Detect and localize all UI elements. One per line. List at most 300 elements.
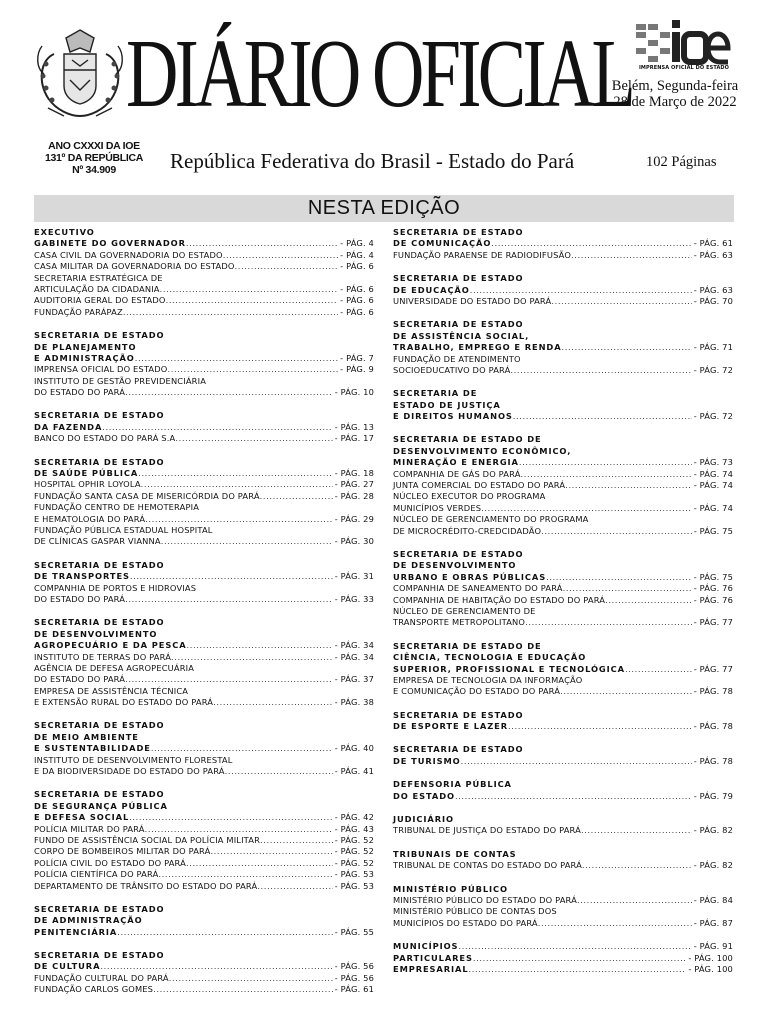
- entry-label: DE TRANSPORTES: [34, 571, 130, 582]
- contents-entry: [34, 881, 374, 892]
- contents-heading: [34, 376, 374, 387]
- contents-heading: [34, 663, 374, 674]
- contents-heading: [393, 354, 733, 365]
- dot-leader: [102, 422, 332, 433]
- contents-entry: [393, 250, 733, 261]
- contents-entry: [34, 973, 374, 984]
- dot-leader: [605, 595, 692, 606]
- page-number: - PÁG. 72: [693, 364, 733, 375]
- page-number: - PÁG. 38: [334, 697, 374, 708]
- contents-heading: [393, 884, 733, 895]
- dot-leader: [186, 238, 338, 249]
- contents-heading: [393, 400, 733, 411]
- contents-entry: [393, 721, 733, 732]
- page-number: - PÁG. 53: [334, 869, 374, 880]
- entry-label: DO ESTADO DO PARÁ: [34, 387, 126, 398]
- dot-leader: [153, 984, 333, 995]
- page-number: - PÁG. 18: [334, 468, 374, 479]
- contents-entry: [393, 595, 733, 606]
- dot-leader: [123, 307, 338, 318]
- contents-heading: [34, 732, 374, 743]
- section-banner: NESTA EDIÇÃO: [34, 195, 734, 222]
- entry-label: SECRETARIA DE ESTADO: [34, 903, 165, 914]
- contents-entry: [393, 918, 733, 929]
- contents-entry: [393, 664, 733, 675]
- dot-leader: [521, 469, 692, 480]
- dot-leader: [546, 572, 692, 583]
- entry-label: MINISTÉRIO PÚBLICO DE CONTAS DOS: [393, 906, 557, 917]
- contents-heading: [393, 744, 733, 755]
- contents-heading: [34, 789, 374, 800]
- contents-heading: [34, 950, 374, 961]
- entry-label: E EXTENSÃO RURAL DO ESTADO DO PARÁ: [34, 697, 214, 708]
- contents-group: [393, 641, 733, 698]
- contents-heading: [34, 583, 374, 594]
- contents-entry: [34, 433, 374, 444]
- contents-entry: [34, 858, 374, 869]
- entry-label: FUNDAÇÃO PARAENSE DE RADIODIFUSÃO: [393, 249, 572, 260]
- page-count: 102 Páginas: [646, 154, 717, 170]
- page-number: - PÁG. 75: [693, 525, 733, 536]
- page-number: - PÁG. 82: [693, 825, 733, 836]
- page-number: - PÁG. 74: [693, 502, 733, 513]
- entry-label: E DIREITOS HUMANOS: [393, 411, 513, 422]
- entry-label: E HEMATOLOGIA DO PARÁ: [34, 513, 146, 524]
- dot-leader: [551, 296, 691, 307]
- entry-label: NÚCLEO DE GERENCIAMENTO DO PROGRAMA: [393, 514, 589, 525]
- entry-label: INSTITUTO DE TERRAS DO PARÁ: [34, 651, 172, 662]
- entry-label: AGÊNCIA DE DEFESA AGROPECUÁRIA: [34, 662, 195, 673]
- dot-leader: [625, 664, 692, 675]
- entry-label: DE ADMINISTRAÇÃO: [34, 915, 143, 926]
- contents-entry: [393, 469, 733, 480]
- dot-leader: [135, 353, 338, 364]
- entry-label: FUNDAÇÃO CENTRO DE HEMOTERAPIA: [34, 502, 200, 513]
- contents-heading: [34, 720, 374, 731]
- contents-group: [393, 549, 733, 629]
- contents-entry: [34, 812, 374, 823]
- entry-label: SOCIOEDUCATIVO DO PARÁ: [393, 364, 511, 375]
- contents-entry: [393, 756, 733, 767]
- entry-label: E SUSTENTABILIDADE: [34, 743, 151, 754]
- page-number: - PÁG. 63: [693, 249, 733, 260]
- dot-leader: [571, 250, 692, 261]
- contents-entry: [393, 941, 733, 952]
- contents-heading: [34, 227, 374, 238]
- dot-leader: [125, 387, 333, 398]
- contents-group: [34, 617, 374, 708]
- contents-entry: [393, 411, 733, 422]
- page-number: - PÁG. 53: [334, 880, 374, 891]
- entry-label: EMPRESARIAL: [393, 963, 469, 974]
- contents-entry: [34, 514, 374, 525]
- page-number: - PÁG. 9: [340, 364, 374, 375]
- page-number: - PÁG. 70: [693, 295, 733, 306]
- entry-label: E COMUNICAÇÃO DO ESTADO DO PARÁ: [393, 686, 561, 697]
- contents-entry: [34, 927, 374, 938]
- contents-group: [34, 410, 374, 444]
- entry-label: E DEFESA SOCIAL: [34, 812, 130, 823]
- entry-label: DE ESPORTE E LAZER: [393, 721, 508, 732]
- entry-label: TRIBUNAL DE JUSTIÇA DO ESTADO DO PARÁ: [393, 825, 581, 836]
- contents-heading: [34, 330, 374, 341]
- page-number: - PÁG. 76: [693, 594, 733, 605]
- page-number: - PÁG. 6: [340, 295, 374, 306]
- page-number: - PÁG. 87: [693, 917, 733, 928]
- contents-entry: [34, 536, 374, 547]
- contents-entry: [34, 479, 374, 490]
- dot-leader: [158, 869, 332, 880]
- contents-entry: [34, 422, 374, 433]
- contents-entry: [34, 295, 374, 306]
- entry-label: DO ESTADO DO PARÁ: [34, 593, 126, 604]
- entry-label: FUNDAÇÃO PÚBLICA ESTADUAL HOSPITAL: [34, 524, 213, 535]
- page-number: - PÁG. 27: [334, 479, 374, 490]
- dot-leader: [510, 365, 691, 376]
- contents-heading: [393, 227, 733, 238]
- entry-label: SECRETARIA ESTRATÉGICA DE: [34, 272, 163, 283]
- contents-group: [393, 273, 733, 307]
- entry-label: POLÍCIA CIENTÍFICA DO PARÁ: [34, 869, 159, 880]
- entry-label: PENITENCIÁRIA: [34, 926, 118, 937]
- contents-heading: [393, 641, 733, 652]
- contents-entry: [34, 697, 374, 708]
- dot-leader: [171, 652, 333, 663]
- entry-label: SECRETARIA DE ESTADO: [34, 720, 165, 731]
- contents-group: [393, 941, 733, 975]
- page-number: - PÁG. 75: [693, 571, 733, 582]
- dot-leader: [151, 743, 333, 754]
- page-number: - PÁG. 77: [693, 663, 733, 674]
- contents-heading: [393, 319, 733, 330]
- contents-entry: [34, 571, 374, 582]
- contents-group: [34, 789, 374, 892]
- contents-entry: [34, 387, 374, 398]
- contents-entry: [34, 869, 374, 880]
- entry-label: SECRETARIA DE ESTADO: [34, 617, 165, 628]
- entry-label: INSTITUTO DE GESTÃO PREVIDENCIÁRIA: [34, 375, 207, 386]
- contents-entry: [393, 686, 733, 697]
- dot-leader: [167, 364, 338, 375]
- entry-label: SECRETARIA DE ESTADO: [34, 410, 165, 421]
- contents-heading: [393, 446, 733, 457]
- contents-heading: [34, 273, 374, 284]
- entry-label: FUNDO DE ASSISTÊNCIA SOCIAL DA POLÍCIA MILITAR: [34, 834, 260, 845]
- page-number: - PÁG. 74: [693, 480, 733, 491]
- contents-heading: [34, 457, 374, 468]
- dot-leader: [160, 284, 339, 295]
- page-number: - PÁG. 55: [334, 926, 374, 937]
- entry-label: DE CLÍNICAS GASPAR VIANNA: [34, 536, 161, 547]
- contents-heading: [34, 686, 374, 697]
- entry-label: MUNICÍPIOS DO ESTADO DO PARÁ: [393, 917, 538, 928]
- contents-entry: [393, 285, 733, 296]
- page-number: - PÁG. 4: [340, 249, 374, 260]
- contents-entry: [34, 652, 374, 663]
- page-number: - PÁG. 13: [334, 421, 374, 432]
- contents-entry: [34, 238, 374, 249]
- page-number: - PÁG. 78: [693, 686, 733, 697]
- entry-label: POLÍCIA CIVIL DO ESTADO DO PARÁ: [34, 857, 186, 868]
- dot-leader: [161, 536, 333, 547]
- contents-heading: [393, 606, 733, 617]
- dot-leader: [223, 250, 338, 261]
- page-number: - PÁG. 33: [334, 593, 374, 604]
- dot-leader: [125, 674, 333, 685]
- entry-label: GABINETE DO GOVERNADOR: [34, 238, 186, 249]
- publication-date: Belém, Segunda-feira 28 de Março de 2022: [611, 78, 739, 110]
- entry-label: COMPANHIA DE HABITAÇÃO DO ESTADO DO PARÁ: [393, 594, 606, 605]
- page-number: - PÁG. 6: [340, 306, 374, 317]
- contents-heading: [393, 491, 733, 502]
- dot-leader: [470, 285, 692, 296]
- page-number: - PÁG. 56: [334, 972, 374, 983]
- page-number: - PÁG. 6: [340, 261, 374, 272]
- entry-label: PARTICULARES: [393, 952, 473, 963]
- contents-group: [393, 884, 733, 930]
- entry-label: E DA BIODIVERSIDADE DO ESTADO DO PARÁ: [34, 766, 225, 777]
- dot-leader: [225, 766, 333, 777]
- entry-label: CORPO DE BOMBEIROS MILITAR DO PARÁ: [34, 846, 211, 857]
- entry-label: URBANO E OBRAS PÚBLICAS: [393, 571, 547, 582]
- contents-heading: [393, 652, 733, 663]
- entry-label: E ADMINISTRAÇÃO: [34, 352, 135, 363]
- contents-entry: [34, 984, 374, 995]
- entry-label: DA FAZENDA: [34, 421, 103, 432]
- entry-label: SECRETARIA DE ESTADO: [393, 548, 524, 559]
- contents-entry: [34, 743, 374, 754]
- dot-leader: [455, 791, 692, 802]
- contents-entry: [34, 353, 374, 364]
- page-number: - PÁG. 72: [693, 411, 733, 422]
- contents-entry: [34, 766, 374, 777]
- entry-label: ARTICULAÇÃO DA CIDADANIA: [34, 283, 160, 294]
- page-number: - PÁG. 52: [334, 846, 374, 857]
- entry-label: FUNDAÇÃO SANTA CASA DE MISERICÓRDIA DO PARÁ: [34, 490, 260, 501]
- entry-label: COMPANHIA DE SANEAMENTO DO PARÁ: [393, 583, 563, 594]
- dot-leader: [458, 941, 691, 952]
- contents-entry: [34, 491, 374, 502]
- entry-label: DE TURISMO: [393, 755, 461, 766]
- entry-label: EMPRESA DE ASSISTÊNCIA TÉCNICA: [34, 685, 189, 696]
- contents-group: [34, 560, 374, 606]
- page-number: - PÁG. 78: [693, 755, 733, 766]
- page-number: - PÁG. 40: [334, 743, 374, 754]
- contents-entry: [34, 824, 374, 835]
- dot-leader: [260, 491, 333, 502]
- contents-entry: [34, 835, 374, 846]
- entry-label: DE ASSISTÊNCIA SOCIAL,: [393, 330, 530, 341]
- page-number: - PÁG. 76: [693, 583, 733, 594]
- contents-heading: [34, 915, 374, 926]
- entry-label: BANCO DO ESTADO DO PARÁ S.A: [34, 433, 176, 444]
- entry-label: SECRETARIA DE ESTADO: [393, 744, 524, 755]
- dot-leader: [138, 468, 333, 479]
- contents-group: [34, 904, 374, 938]
- entry-label: MUNICÍPIOS VERDES: [393, 502, 482, 513]
- entry-label: JUDICIÁRIO: [393, 814, 454, 825]
- contents-heading: [393, 779, 733, 790]
- page-number: - PÁG. 10: [334, 387, 374, 398]
- entry-label: DE EDUCAÇÃO: [393, 284, 470, 295]
- contents-entry: [393, 860, 733, 871]
- entry-label: TRABALHO, EMPREGO E RENDA: [393, 342, 562, 353]
- entry-label: MINISTÉRIO PÚBLICO: [393, 883, 508, 894]
- entry-label: POLÍCIA MILITAR DO PARÁ: [34, 823, 145, 834]
- contents-heading: [393, 814, 733, 825]
- entry-label: AUDITORIA GERAL DO ESTADO: [34, 295, 166, 306]
- dot-leader: [235, 261, 339, 272]
- entry-label: MINISTÉRIO PÚBLICO DO ESTADO DO PARÁ: [393, 894, 577, 905]
- contents-entry: [34, 364, 374, 375]
- entry-label: ESTADO DE JUSTIÇA: [393, 399, 501, 410]
- entry-label: SECRETARIA DE ESTADO: [393, 227, 524, 237]
- contents-entry: [34, 846, 374, 857]
- contents-heading: [34, 525, 374, 536]
- entry-label: FUNDAÇÃO CARLOS GOMES: [34, 984, 154, 995]
- contents-group: [34, 720, 374, 777]
- entry-label: JUNTA COMERCIAL DO ESTADO DO PARÁ: [393, 480, 566, 491]
- page-number: - PÁG. 42: [334, 812, 374, 823]
- dot-leader: [519, 457, 692, 468]
- contents-entry: [393, 238, 733, 249]
- page-number: - PÁG. 41: [334, 766, 374, 777]
- dot-leader: [125, 594, 333, 605]
- contents-entry: [393, 583, 733, 594]
- dot-leader: [100, 961, 332, 972]
- contents-entry: [393, 342, 733, 353]
- entry-label: DE MEIO AMBIENTE: [34, 731, 139, 742]
- entry-label: DO ESTADO: [393, 790, 455, 801]
- entry-label: TRIBUNAIS DE CONTAS: [393, 848, 517, 859]
- dot-leader: [260, 835, 333, 846]
- entry-label: SECRETARIA DE: [393, 388, 478, 399]
- page-number: - PÁG. 100: [688, 952, 733, 963]
- contents-heading: [393, 560, 733, 571]
- contents-entry: [393, 480, 733, 491]
- dot-leader: [491, 238, 691, 249]
- contents-entry: [393, 572, 733, 583]
- page-number: - PÁG. 71: [693, 342, 733, 353]
- contents-heading: [34, 755, 374, 766]
- contents-entry: [34, 674, 374, 685]
- dot-leader: [145, 824, 333, 835]
- contents-entry: [393, 526, 733, 537]
- newspaper-title: DIÁRIO OFICIAL: [126, 20, 633, 128]
- dot-leader: [166, 295, 339, 306]
- page-number: - PÁG. 74: [693, 468, 733, 479]
- entry-label: SECRETARIA DE ESTADO: [34, 559, 165, 570]
- entry-label: MUNICÍPIOS: [393, 941, 459, 952]
- dot-leader: [481, 503, 692, 514]
- contents-heading: [34, 410, 374, 421]
- page-number: - PÁG. 78: [693, 721, 733, 732]
- contents-entry: [393, 895, 733, 906]
- entry-label: CASA MILITAR DA GOVERNADORIA DO ESTADO: [34, 261, 235, 272]
- dot-leader: [513, 411, 692, 422]
- page-number: - PÁG. 31: [334, 571, 374, 582]
- dot-leader: [581, 825, 692, 836]
- dot-leader: [186, 858, 333, 869]
- page-number: - PÁG. 34: [334, 651, 374, 662]
- contents-group: [34, 457, 374, 548]
- dot-leader: [169, 973, 333, 984]
- coat-of-arms-icon: [34, 24, 126, 122]
- entry-label: IMPRENSA OFICIAL DO ESTADO: [34, 364, 168, 375]
- entry-label: DE DESENVOLVIMENTO: [393, 560, 517, 571]
- masthead: [0, 0, 770, 196]
- contents-heading: [393, 675, 733, 686]
- contents-entry: [393, 791, 733, 802]
- page-number: - PÁG. 61: [334, 984, 374, 995]
- entry-label: DEPARTAMENTO DE TRÂNSITO DO ESTADO DO PARÁ: [34, 880, 258, 891]
- contents-group: [393, 388, 733, 422]
- entry-label: DESENVOLVIMENTO ECONÔMICO,: [393, 445, 572, 456]
- contents-group: [393, 849, 733, 872]
- page-number: - PÁG. 52: [334, 857, 374, 868]
- entry-label: CIÊNCIA, TECNOLOGIA E EDUCAÇÃO: [393, 652, 587, 663]
- dot-leader: [469, 964, 687, 975]
- contents-heading: [393, 331, 733, 342]
- entry-label: COMPANHIA DE PORTOS E HIDROVIAS: [34, 582, 197, 593]
- contents-heading: [34, 342, 374, 353]
- page-number: - PÁG. 56: [334, 961, 374, 972]
- entry-label: DE DESENVOLVIMENTO: [34, 628, 158, 639]
- contents-entry: [34, 468, 374, 479]
- dot-leader: [130, 571, 333, 582]
- entry-label: SECRETARIA DE ESTADO: [34, 330, 165, 341]
- page-number: - PÁG. 100: [688, 963, 733, 974]
- entry-label: SECRETARIA DE ESTADO: [34, 950, 165, 961]
- contents-entry: [393, 953, 733, 964]
- entry-label: DO ESTADO DO PARÁ: [34, 674, 126, 685]
- contents-group: [393, 744, 733, 767]
- entry-label: SECRETARIA DE ESTADO: [393, 273, 524, 284]
- entry-label: SECRETARIA DE ESTADO: [34, 456, 165, 467]
- contents-entry: [34, 284, 374, 295]
- entry-label: INSTITUTO DE DESENVOLVIMENTO FLORESTAL: [34, 754, 233, 765]
- dot-leader: [213, 697, 333, 708]
- dot-leader: [129, 812, 333, 823]
- contents-heading: [393, 273, 733, 284]
- entry-label: UNIVERSIDADE DO ESTADO DO PARÁ: [393, 295, 552, 306]
- contents-entry: [393, 365, 733, 376]
- page-number: - PÁG. 77: [693, 617, 733, 628]
- entry-label: NÚCLEO EXECUTOR DO PROGRAMA: [393, 491, 546, 502]
- contents-group: [34, 227, 374, 318]
- contents-entry: [393, 825, 733, 836]
- entry-label: DE PLANEJAMENTO: [34, 341, 137, 352]
- contents-group: [393, 710, 733, 733]
- entry-label: SECRETARIA DE ESTADO DE: [393, 434, 542, 445]
- entry-label: SUPERIOR, PROFISSIONAL E TECNOLÓGICA: [393, 663, 625, 674]
- page-number: - PÁG. 82: [693, 860, 733, 871]
- contents-group: [393, 227, 733, 261]
- page-number: - PÁG. 17: [334, 433, 374, 444]
- entry-label: EXECUTIVO: [34, 227, 95, 237]
- subtitle: República Federativa do Brasil - Estado do Pará: [170, 149, 575, 173]
- dot-leader: [141, 479, 333, 490]
- contents-entry: [393, 617, 733, 628]
- dot-leader: [145, 514, 333, 525]
- contents-entry: [393, 296, 733, 307]
- entry-label: FUNDAÇÃO DE ATENDIMENTO: [393, 353, 521, 364]
- dot-leader: [563, 583, 692, 594]
- entry-label: SECRETARIA DE ESTADO: [393, 709, 524, 720]
- entry-label: DEFENSORIA PÚBLICA: [393, 779, 512, 790]
- contents-group: [34, 950, 374, 996]
- entry-label: DE MICROCRÉDITO-CREDCIDADÃO: [393, 525, 542, 536]
